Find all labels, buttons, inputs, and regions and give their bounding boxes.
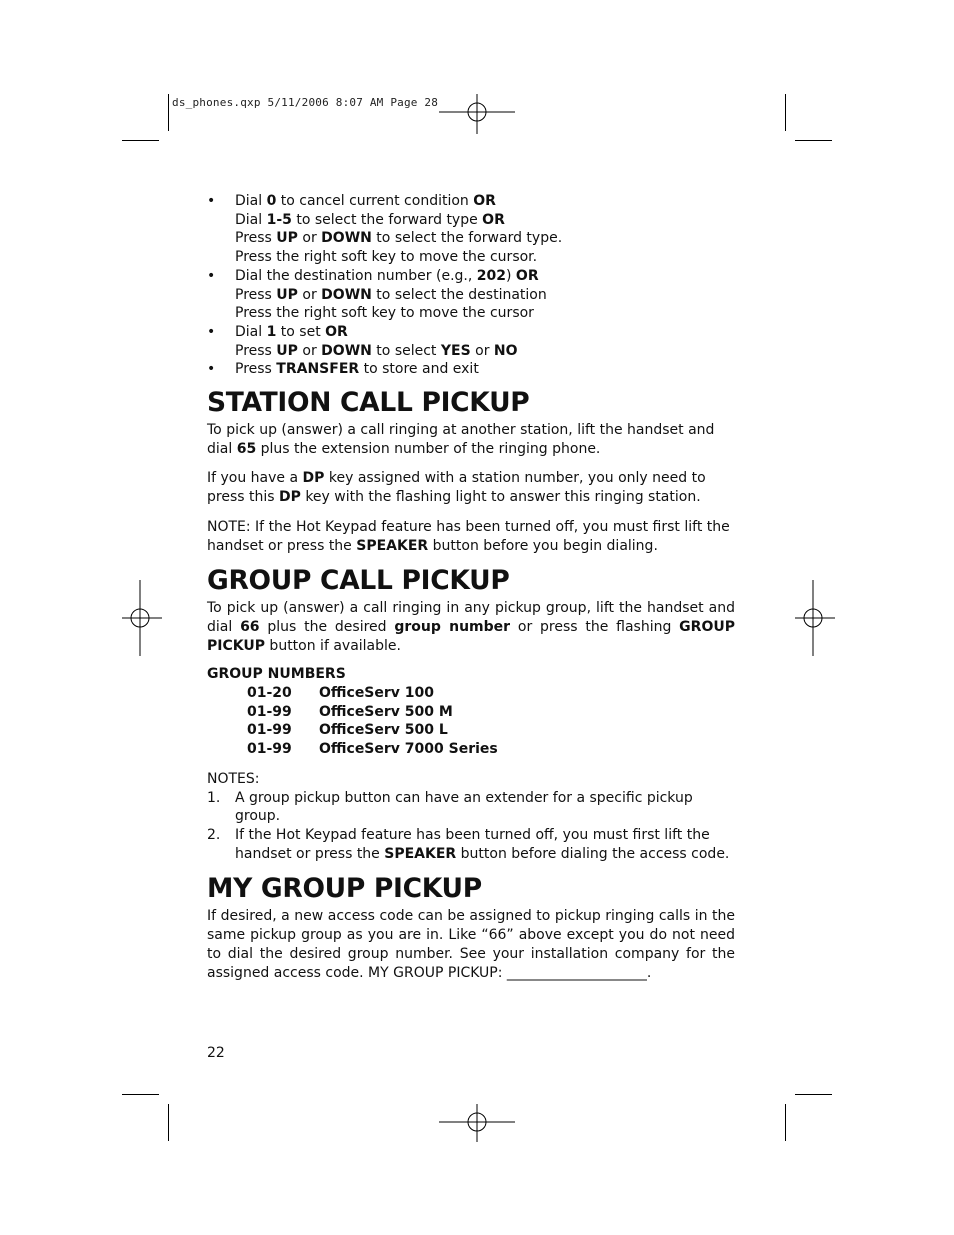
bullet-line: Press the right soft key to move the cursor. — [235, 249, 538, 266]
page-content — [207, 192, 735, 982]
station-note: NOTE: If the Hot Keypad feature has been turned off, you must first lift the handset or press the SPEAKER button before you begin dialing. — [207, 518, 730, 554]
group-system: OfficeServ 100 — [319, 685, 435, 702]
group-range: 01-99 — [247, 741, 292, 758]
station-call-pickup-heading: STATION CALL PICKUP — [207, 387, 530, 419]
bullet-line: Press the right soft key to move the cursor — [235, 305, 534, 322]
registration-mark-left — [122, 580, 162, 656]
crop-mark — [795, 140, 832, 141]
group-number-row — [207, 721, 735, 740]
group-range: 01-20 — [247, 685, 292, 702]
note-text: If the Hot Keypad feature has been turned off, you must first lift the handset or press the SPEAKER button before dialing the access code. — [235, 826, 730, 862]
note-number: 1. — [207, 789, 221, 806]
crop-mark — [795, 1094, 832, 1095]
group-numbers-table — [207, 684, 735, 759]
bullet-line: Press UP or DOWN to select the destination — [235, 286, 547, 303]
group-numbers-heading: GROUP NUMBERS — [207, 666, 346, 683]
registration-mark-top — [439, 94, 515, 134]
crop-mark — [168, 94, 169, 131]
bullet-item: • Dial 0 to cancel current condition OR Dial 1-5 to select the forward type OR Press UP or DOWN to select the forward type. Press the right soft key to move the cursor. — [207, 192, 735, 267]
note-item — [207, 826, 735, 863]
bullet-line: Press UP or DOWN to select the forward type. — [235, 230, 563, 247]
group-system: OfficeServ 500 M — [319, 703, 453, 720]
bullet-line: Dial 0 to cancel current condition OR — [235, 193, 496, 209]
note-item — [207, 789, 735, 826]
crop-mark — [785, 1104, 786, 1141]
bullet-line: Dial the destination number (e.g., 202) OR — [235, 267, 539, 284]
note-text: A group pickup button can have an extender for a specific pickup group. — [235, 789, 693, 825]
bullet-item: • Dial the destination number (e.g., 202) OR Press UP or DOWN to select the destination Press the right soft key to move the cursor — [207, 267, 735, 323]
registration-mark-bottom — [439, 1104, 515, 1142]
page-number: 22 — [207, 1045, 225, 1061]
crop-mark — [122, 140, 159, 141]
bullet-line: Press UP or DOWN to select YES or NO — [235, 342, 518, 359]
bullet-list — [207, 192, 735, 379]
group-system: OfficeServ 500 L — [319, 722, 448, 739]
bullet-line: Press TRANSFER to store and exit — [235, 361, 479, 378]
group-number-row — [207, 703, 735, 722]
notes-heading: NOTES: — [207, 770, 260, 787]
my-group-paragraph: If desired, a new access code can be assigned to pickup ringing calls in the same pickup group as you are in. Like “66” above except you do not need to dial the desired group number. See your installation company for the assigned access code. MY GROUP PICKUP: ____________________. — [207, 908, 735, 981]
station-paragraph: To pick up (answer) a call ringing at another station, lift the handset and dial 65 plus the extension number of the ringing phone. — [207, 422, 715, 457]
my-group-pickup-heading: MY GROUP PICKUP — [207, 873, 482, 905]
note-number: 2. — [207, 826, 221, 843]
registration-mark-right — [795, 580, 835, 656]
group-number-row — [207, 684, 735, 703]
group-range: 01-99 — [247, 722, 292, 739]
crop-mark — [168, 1104, 169, 1141]
crop-mark — [785, 94, 786, 131]
station-paragraph: If you have a DP key assigned with a station number, you only need to press this DP key with the flashing light to answer this ringing station. — [207, 470, 706, 506]
crop-mark — [122, 1094, 159, 1095]
file-slug: ds_phones.qxp 5/11/2006 8:07 AM Page 28 — [172, 96, 439, 109]
group-call-pickup-heading: GROUP CALL PICKUP — [207, 565, 510, 597]
bullet-item: • Press TRANSFER to store and exit — [207, 360, 735, 379]
group-number-row — [207, 740, 735, 759]
bullet-line: Dial 1-5 to select the forward type OR — [235, 211, 505, 228]
group-paragraph: To pick up (answer) a call ringing in any pickup group, lift the handset and dial 66 plus the desired group number or press the flashing GROUP PICKUP button if available. — [207, 600, 735, 654]
group-system: OfficeServ 7000 Series — [319, 741, 498, 758]
bullet-item: • Dial 1 to set OR Press UP or DOWN to select YES or NO — [207, 323, 735, 360]
group-range: 01-99 — [247, 703, 292, 720]
bullet-line: Dial 1 to set OR — [235, 323, 348, 340]
